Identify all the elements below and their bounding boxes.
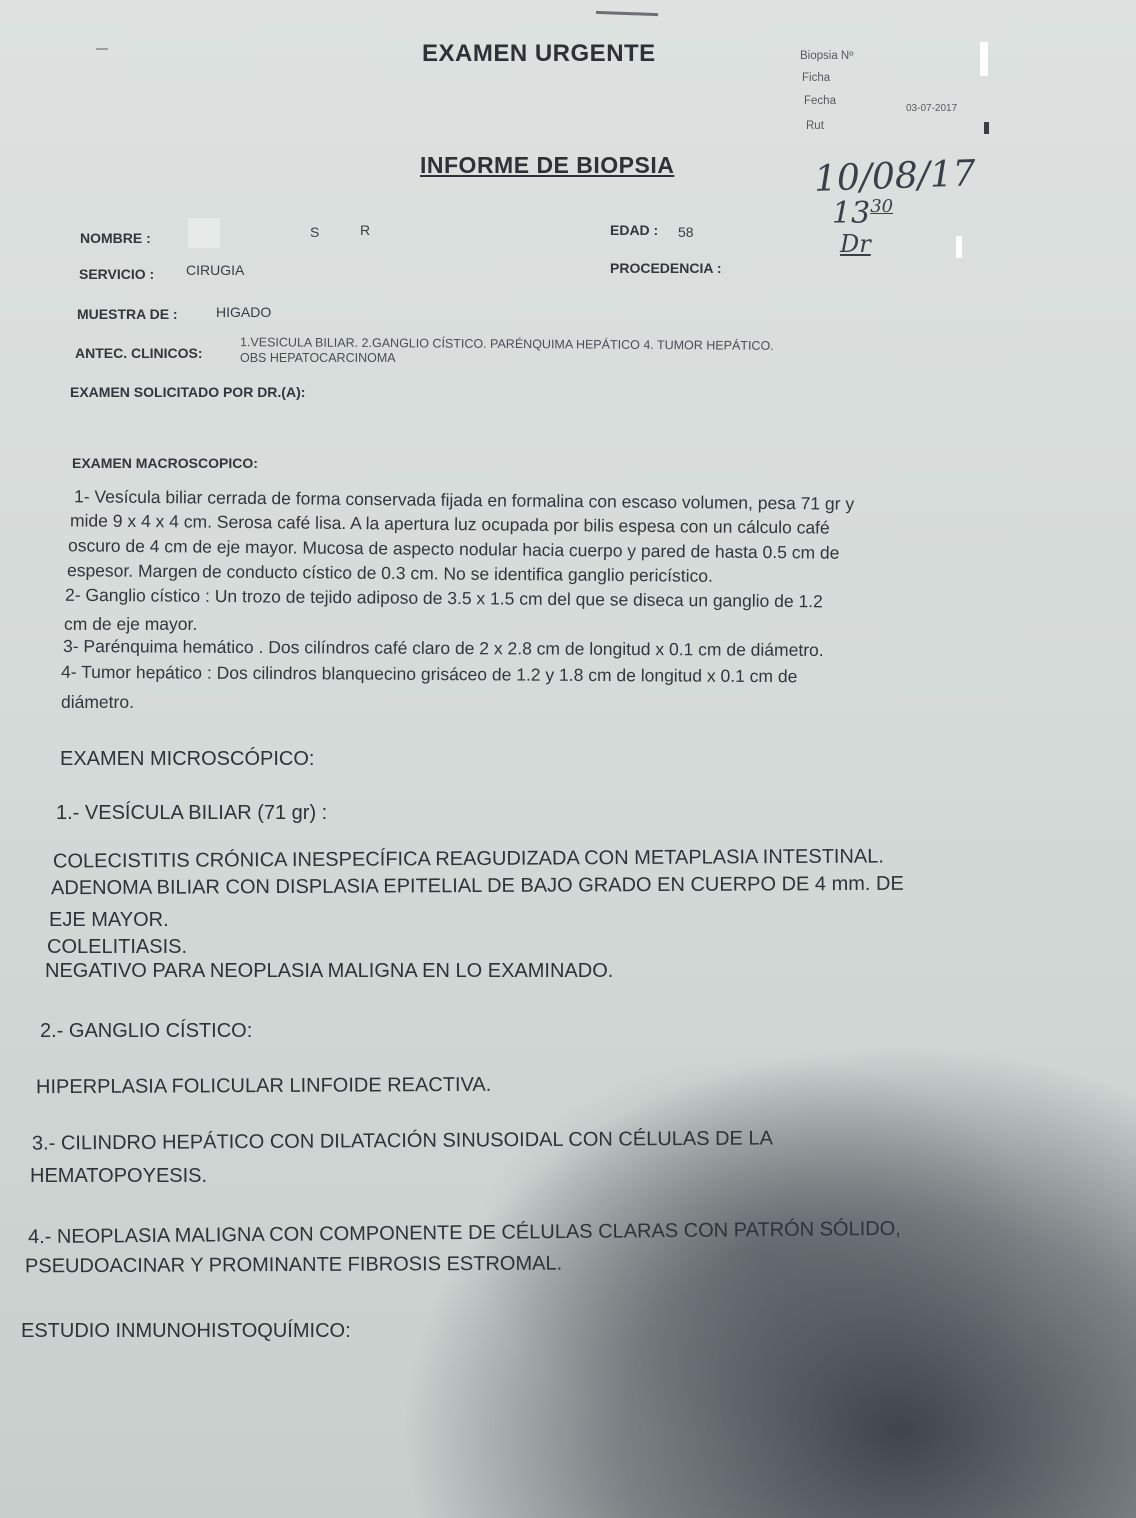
section-1-line: ADENOMA BILIAR CON DISPLASIA EPITELIAL DE BAJO GRADO EN CUERPO DE 4 mm. DE <box>50 872 904 900</box>
section-1-line: COLECISTITIS CRÓNICA INESPECÍFICA REAGUDIZADA CON METAPLASIA INTESTINAL. <box>52 845 884 873</box>
macro-line: oscuro de 4 cm de eje mayor. Mucosa de aspecto nodular hacia cuerpo y pared de hasta 0.5 cm de <box>67 535 840 563</box>
rut-label: Rut <box>806 120 824 132</box>
antec-line: OBS HEPATOCARCINOMA <box>240 351 396 365</box>
redaction-mark <box>956 236 962 258</box>
nombre-initial: R <box>360 222 371 238</box>
fecha-label: Fecha <box>804 95 836 107</box>
ihq-heading: ESTUDIO INMUNOHISTOQUÍMICO: <box>21 1320 351 1342</box>
fecha-value: 03-07-2017 <box>906 103 958 114</box>
section-1-heading: 1.- VESÍCULA BILIAR (71 gr) : <box>56 802 328 824</box>
redaction-mark <box>980 42 988 76</box>
top-title: EXAMEN URGENTE <box>422 40 656 67</box>
redaction-block <box>188 218 220 248</box>
macro-line: 3- Parénquima hemático . Dos cilíndros café claro de 2 x 2.8 cm de longitud x 0.1 cm de diámetro. <box>62 636 824 660</box>
edad-label: EDAD : <box>610 222 659 238</box>
micro-heading: EXAMEN MICROSCÓPICO: <box>60 748 315 770</box>
macro-line: 2- Ganglio cístico : Un trozo de tejido adiposo de 3.5 x 1.5 cm del que se diseca un ganglio de 1.2 <box>64 584 823 612</box>
macro-line: diámetro. <box>61 692 134 712</box>
nombre-initial: S <box>310 224 320 240</box>
procedencia-label: PROCEDENCIA : <box>610 260 722 276</box>
biopsia-label: Biopsia Nº <box>800 50 854 62</box>
report-title: INFORME DE BIOPSIA <box>420 152 675 178</box>
solicitado-label: EXAMEN SOLICITADO POR DR.(A): <box>70 384 306 400</box>
macro-heading: EXAMEN MACROSCOPICO: <box>72 455 258 471</box>
ficha-label: Ficha <box>802 72 831 84</box>
scan-mark <box>596 11 658 16</box>
section-3-line: HEMATOPOYESIS. <box>30 1165 208 1187</box>
section-4-line: PSEUDOACINAR Y PROMINANTE FIBROSIS ESTROMAL. <box>24 1252 563 1278</box>
antec-label: ANTEC. CLINICOS: <box>75 345 203 361</box>
edad-value: 58 <box>678 224 694 240</box>
scan-dot <box>96 48 108 50</box>
section-1-line: COLELITIASIS. <box>47 936 188 958</box>
handwritten-initials: Dr <box>840 230 871 258</box>
section-1-line: NEGATIVO PARA NEOPLASIA MALIGNA EN LO EXAMINADO. <box>45 960 614 982</box>
macro-line: mide 9 x 4 x 4 cm. Serosa café lisa. A la apertura luz ocupada por bilis espesa con un cálculo café <box>69 510 830 538</box>
section-4-line: 4.- NEOPLASIA MALIGNA CON COMPONENTE DE CÉLULAS CLARAS CON PATRÓN SÓLIDO, <box>27 1217 901 1249</box>
nombre-label: NOMBRE : <box>80 230 151 246</box>
muestra-value: HIGADO <box>216 304 272 320</box>
macro-line: espesor. Margen de conducto cístico de 0.3 cm. No se identifica ganglio pericístico. <box>66 560 713 586</box>
section-1-line: EJE MAYOR. <box>49 909 169 931</box>
macro-line: cm de eje mayor. <box>64 614 198 634</box>
antec-line: 1.VESICULA BILIAR. 2.GANGLIO CÍSTICO. PARÉNQUIMA HEPÁTICO 4. TUMOR HEPÁTICO. <box>239 335 774 353</box>
handwritten-date: 10/08/17 <box>813 153 977 200</box>
section-3-line: 3.- CILINDRO HEPÁTICO CON DILATACIÓN SINUSOIDAL CON CÉLULAS DE LA <box>31 1127 773 1155</box>
muestra-label: MUESTRA DE : <box>77 306 178 322</box>
macro-line: 1- Vesícula biliar cerrada de forma conservada fijada en formalina con escaso volumen, pesa 71 gr y <box>73 486 855 514</box>
macro-line: 4- Tumor hepático : Dos cilindros blanquecino grisáceo de 1.2 y 1.8 cm de longitud x 0.1 cm de <box>60 661 798 687</box>
scan-mark <box>984 122 989 134</box>
section-2-heading: 2.- GANGLIO CÍSTICO: <box>40 1020 253 1042</box>
servicio-label: SERVICIO : <box>79 266 155 282</box>
handwritten-time: $13^{30}$ <box>832 196 894 231</box>
servicio-value: CIRUGIA <box>186 262 245 278</box>
section-2-text: HIPERPLASIA FOLICULAR LINFOIDE REACTIVA. <box>35 1073 492 1099</box>
